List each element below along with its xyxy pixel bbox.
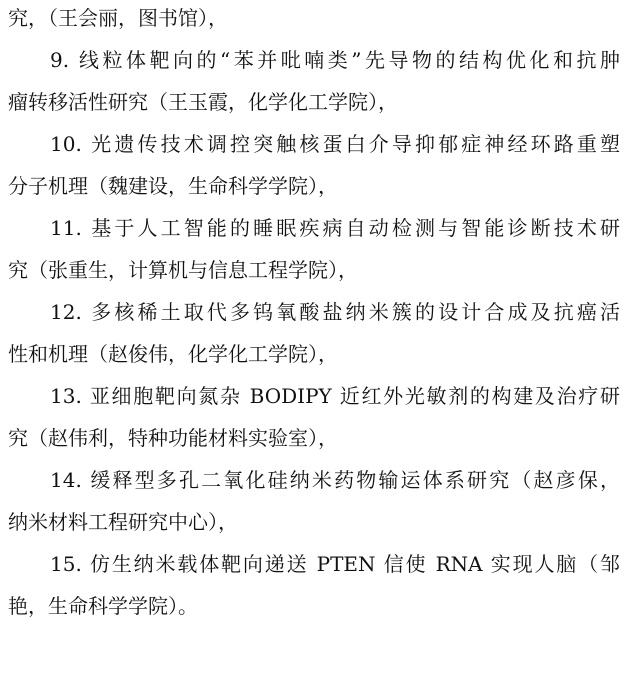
text-line-1: 究，（王会丽，图书馆），	[8, 6, 228, 30]
item-10-line-1: 10. 光遗传技术调控突触核蛋白介导抑郁症神经环路重塑	[50, 132, 620, 156]
item-11-line-2: 究（张重生，计算机与信息工程学院），	[8, 258, 358, 282]
item-13-line-1: 13. 亚细胞靶向氮杂 BODIPY 近红外光敏剂的构建及治疗研	[50, 384, 620, 408]
item-12-line-2: 性和机理（赵俊伟，化学化工学院），	[8, 342, 338, 366]
item-14-line-2: 纳米材料工程研究中心），	[8, 510, 238, 534]
item-15-line-2: 艳，生命科学学院）。	[8, 594, 198, 618]
item-15-line-1: 15. 仿生纳米载体靶向递送 PTEN 信使 RNA 实现人脑（邹	[50, 552, 620, 576]
item-9-line-2: 瘤转移活性研究（王玉霞，化学化工学院），	[8, 90, 398, 114]
item-10-line-2: 分子机理（魏建设，生命科学学院），	[8, 174, 338, 198]
item-12-line-1: 12. 多核稀土取代多钨氧酸盐纳米簇的设计合成及抗癌活	[50, 300, 620, 324]
item-14-line-1: 14. 缓释型多孔二氧化硅纳米药物输运体系研究（赵彦保，	[50, 468, 620, 492]
item-9-line-1: 9. 线粒体靶向的“苯并吡喃类”先导物的结构优化和抗肿	[50, 48, 620, 72]
item-13-line-2: 究（赵伟利，特种功能材料实验室），	[8, 426, 338, 450]
item-11-line-1: 11. 基于人工智能的睡眠疾病自动检测与智能诊断技术研	[50, 216, 620, 240]
